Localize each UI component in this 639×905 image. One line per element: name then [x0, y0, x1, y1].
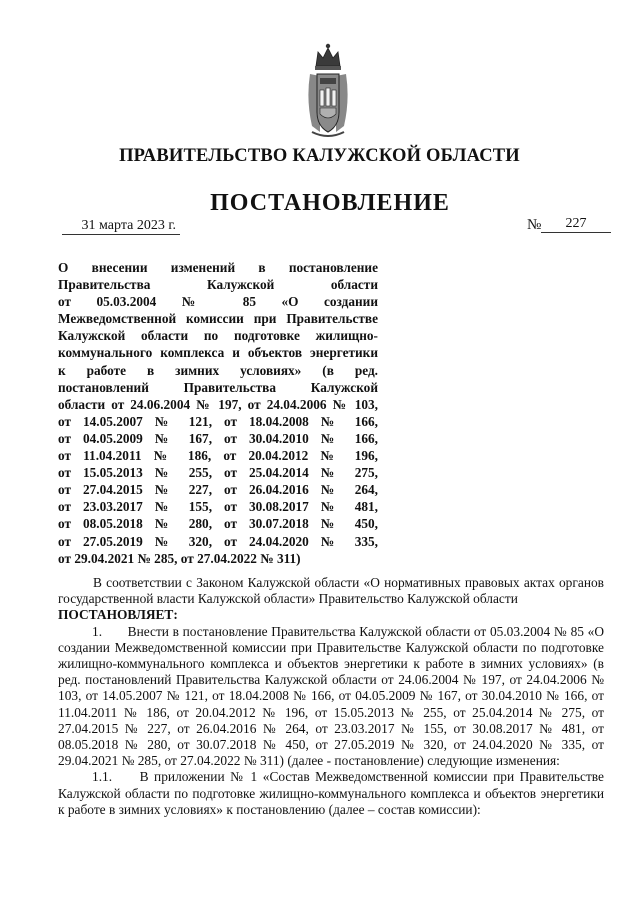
item-1-1-paragraph [58, 769, 604, 818]
subject-line: от 15.05.2013 № 255, от 25.04.2014 № 275, [58, 465, 378, 481]
subject-line: О внесении изменений в постановление [58, 260, 378, 275]
document-body [58, 575, 604, 818]
subject-line: от 27.04.2015 № 227, от 26.04.2016 № 264, [58, 482, 378, 498]
document-date: 31 марта 2023 г. [62, 217, 180, 235]
government-title: ПРАВИТЕЛЬСТВО КАЛУЖСКОЙ ОБЛАСТИ [119, 146, 520, 166]
subject-line: от 04.05.2009 № 167, от 30.04.2010 № 166, [58, 430, 378, 446]
item-1-1-text: В приложении № 1 «Состав Межведомственной комиссии при Правительстве Калужской области по подготовке жилищно-коммунального комплекса и объектов энергетики к работе в зимних условиях» к постановлению (далее – состав комиссии): [58, 769, 604, 817]
subject-line: постановлений Правительства Калужской [58, 379, 378, 395]
subject-line: области от 24.06.2004 № 197, от 24.04.2006 № 103, [58, 396, 378, 412]
subject-line: от 14.05.2007 № 121, от 18.04.2008 № 166, [58, 413, 378, 429]
document-type: ПОСТАНОВЛЕНИЕ [210, 190, 450, 216]
item-1-number: 1. [92, 623, 103, 639]
subject-line: от 08.05.2018 № 280, от 30.07.2018 № 450, [58, 516, 378, 532]
subject-line: от 11.04.2011 № 186, от 20.04.2012 № 196, [58, 448, 378, 464]
item-1-text: Внести в постановление Правительства Калужской области от 05.03.2004 № 85 «О создании Межведомственной комиссии при Правительстве Калужской области по подготовке жилищно-коммунального комплекса и объектов энергетики к работе в зимних условиях» (в ред. постановлений Правительства Калужской области от 24.06.2004 № 197, от 24.04.2006 № 103, от 14.05.2007 № 121, от 18.04.2008 № 166, от 04.05.2009 № 167, от 30.04.2010 № 166, от 11.04.2011 № 186, от 20.04.2012 № 196, от 15.05.2013 № 255, от 25.04.2014 № 275, от 27.04.2015 № 227, от 26.04.2016 № 264, от 23.03.2017 № 155, от 30.08.2017 № 481, от 08.05.2018 № 280, от 30.07.2018 № 450, от 27.05.2019 № 320, от 24.04.2020 № 335, от 29.04.2021 № 285, от 27.04.2022 № 311) (далее - постановление) следующие изменения: [58, 623, 604, 769]
subject-line: от 27.05.2019 № 320, от 24.04.2020 № 335, [58, 533, 378, 549]
number-label: № [527, 217, 542, 233]
item-1-paragraph [58, 624, 604, 770]
subject-line: коммунального комплекса и объектов энергетики [58, 345, 378, 361]
resolves-heading: ПОСТАНОВЛЯЕТ: [58, 607, 178, 623]
document-number: 227 [541, 215, 611, 233]
subject-line: Правительства Калужской области [58, 277, 378, 293]
item-1-1-number: 1.1. [92, 769, 113, 785]
subject-line: от 29.04.2021 № 285, от 27.04.2022 № 311) [58, 550, 301, 566]
coat-of-arms-icon [302, 40, 354, 140]
subject-line: Межведомственной комиссии при Правительстве [58, 311, 378, 327]
subject-line: от 05.03.2004 № 85 «О создании [58, 294, 378, 310]
preamble-paragraph: В соответствии с Законом Калужской области «О нормативных правовых актах органов государственной власти Калужской области» Правительство Калужской области [58, 575, 604, 607]
subject-line: к работе в зимних условиях» (в ред. [58, 362, 378, 378]
subject-line: Калужской области по подготовке жилищно- [58, 328, 378, 344]
subject-line: от 23.03.2017 № 155, от 30.08.2017 № 481, [58, 499, 378, 515]
document-subject [58, 259, 378, 567]
